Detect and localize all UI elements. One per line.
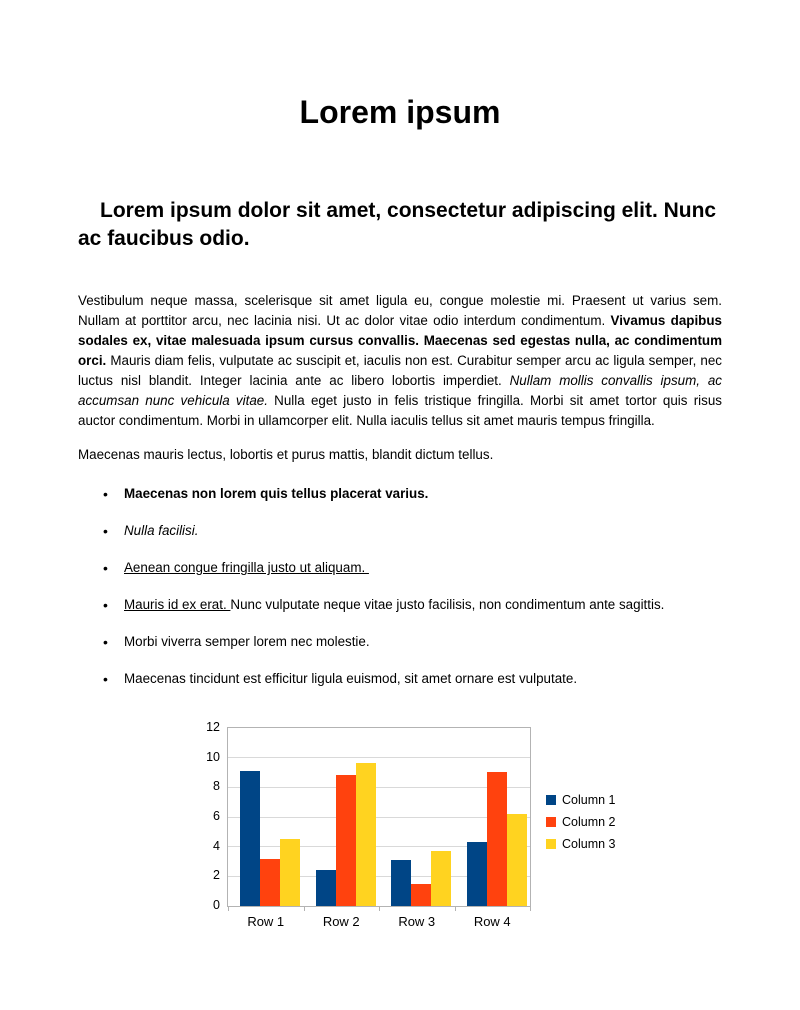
list-item	[103, 556, 722, 580]
chart-bar	[467, 842, 487, 906]
text-run: Nunc vulputate neque vitae justo facilisis, non condimentum ante sagittis.	[230, 597, 665, 612]
paragraph-2: Maecenas mauris lectus, lobortis et purus mattis, blandit dictum tellus.	[78, 447, 494, 462]
text-run: Maecenas tincidunt est efficitur ligula euismod, sit amet ornare est vulputate.	[124, 671, 578, 686]
list-item	[103, 630, 722, 654]
y-axis-tick-label: 0	[213, 898, 220, 912]
text-run: Vestibulum neque massa, scelerisque sit amet ligula eu, congue molestie mi. Praesent ut varius sem. Nullam at porttitor arcu, nec lacinia nisi. Ut ac dolor vitae odio interdum condimentum.	[78, 293, 722, 328]
paragraph-1	[78, 291, 722, 431]
x-axis-category-label: Row 4	[473, 914, 511, 929]
subheading: Lorem ipsum dolor sit amet, consectetur adipiscing elit. Nunc ac faucibus odio.	[78, 199, 717, 250]
chart-bar	[411, 884, 431, 906]
x-axis-tick	[530, 907, 531, 911]
chart-bar	[280, 839, 300, 906]
x-axis-category-label: Row 3	[398, 914, 436, 929]
chart-bar	[316, 870, 336, 906]
legend-label: Column 2	[562, 815, 616, 829]
legend-color-swatch	[546, 817, 556, 827]
x-axis-tick	[228, 907, 229, 911]
x-axis-category-label: Row 1	[247, 914, 285, 929]
chart-plot-area	[227, 727, 531, 907]
chart-bar	[487, 772, 507, 906]
chart-gridline	[228, 817, 530, 818]
chart-bar	[336, 775, 356, 906]
list-item	[103, 593, 722, 617]
text-run: Mauris diam felis, vulputate ac suscipit et, iaculis non est. Curabitur semper arcu ac ligula semper, nec luctus nisl blandit. Integer lacinia ante ac libero lobortis imperdiet.	[78, 353, 722, 388]
y-axis-tick-label: 10	[206, 749, 220, 764]
list-item	[103, 519, 722, 543]
y-axis-tick-label: 2	[213, 868, 220, 883]
legend-item	[546, 792, 616, 808]
y-axis-tick-label: 12	[206, 720, 220, 734]
chart-gridline	[228, 757, 530, 758]
text-run-italic: Nulla facilisi.	[124, 523, 199, 538]
list-item	[103, 667, 722, 691]
text-run-bold: Maecenas non lorem quis tellus placerat varius.	[124, 486, 429, 501]
legend-item	[546, 836, 616, 852]
legend-color-swatch	[546, 795, 556, 805]
x-axis-tick	[304, 907, 305, 911]
y-axis-tick-label: 6	[213, 809, 220, 823]
chart-bar	[391, 860, 411, 906]
bar-chart[interactable]	[186, 704, 676, 942]
legend-color-swatch	[546, 839, 556, 849]
text-run-italic: Nullam mollis convallis ipsum, ac accumsan nunc vehicula vitae.	[78, 373, 722, 408]
page-title: Lorem ipsum	[299, 94, 501, 130]
text-run-bold: Vivamus dapibus sodales ex, vitae malesuada ipsum cursus convallis. Maecenas sed egestas nulla, ac condimentum orci.	[78, 313, 722, 368]
legend-label: Column 1	[562, 793, 616, 807]
text-run: Morbi viverra semper lorem nec molestie.	[124, 634, 370, 649]
chart-bar	[260, 859, 280, 906]
x-axis-tick	[455, 907, 456, 911]
x-axis-tick	[379, 907, 380, 911]
chart-bar	[240, 771, 260, 906]
chart-bar	[431, 851, 451, 906]
chart-bar	[507, 814, 527, 906]
x-axis-category-label: Row 2	[322, 914, 360, 929]
y-axis-tick-label: 8	[213, 779, 220, 794]
text-run-underline: Mauris id ex erat.	[124, 597, 231, 612]
text-run-underline: Aenean congue fringilla justo ut aliquam.	[124, 560, 369, 575]
legend-label: Column 3	[562, 837, 616, 851]
chart-gridline	[228, 787, 530, 788]
chart-bar	[356, 763, 376, 906]
chart-legend	[546, 792, 616, 858]
text-run: Nulla eget justo in felis tristique fringilla. Morbi sit amet tortor quis risus auctor condimentum. Morbi in ullamcorper elit. Nulla iaculis tellus sit amet mauris tempus fringilla.	[78, 393, 722, 428]
bullet-list	[78, 482, 722, 691]
legend-item	[546, 814, 616, 830]
list-item	[103, 482, 722, 506]
y-axis-tick-label: 4	[213, 838, 220, 853]
